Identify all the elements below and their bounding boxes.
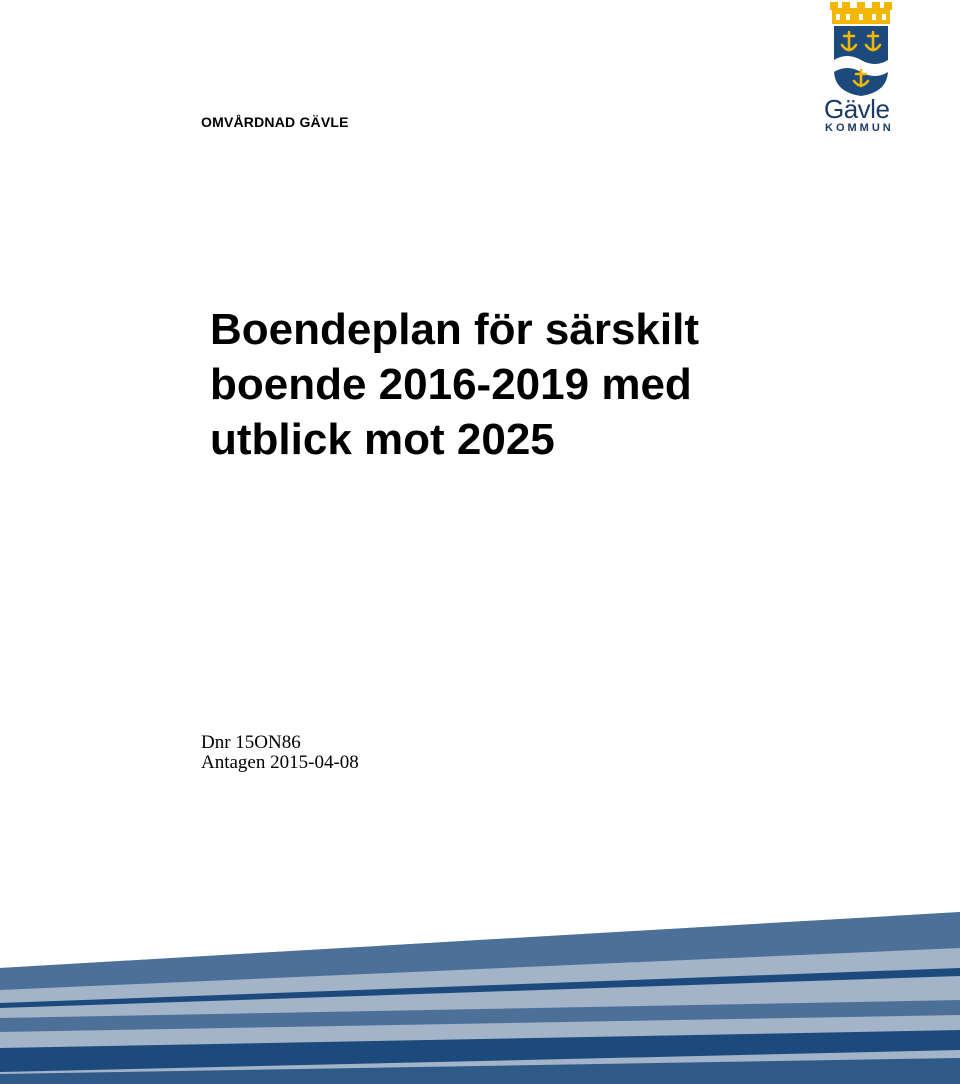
document-meta bbox=[201, 733, 359, 773]
title-line-2: boende 2016-2019 med bbox=[210, 360, 692, 409]
department-label: OMVÅRDNAD GÄVLE bbox=[201, 114, 349, 130]
title-line-1: Boendeplan för särskilt bbox=[210, 305, 700, 354]
title-line-3: utblick mot 2025 bbox=[210, 415, 555, 464]
logo-subname: KOMMUN bbox=[825, 122, 894, 134]
adopted-date: Antagen 2015-04-08 bbox=[201, 752, 359, 773]
diary-number: Dnr 15ON86 bbox=[201, 732, 301, 753]
document-title bbox=[210, 302, 830, 467]
logo-name: Gävle bbox=[824, 94, 890, 124]
gavle-kommun-logo bbox=[820, 0, 904, 136]
decorative-stripes bbox=[0, 900, 960, 1084]
